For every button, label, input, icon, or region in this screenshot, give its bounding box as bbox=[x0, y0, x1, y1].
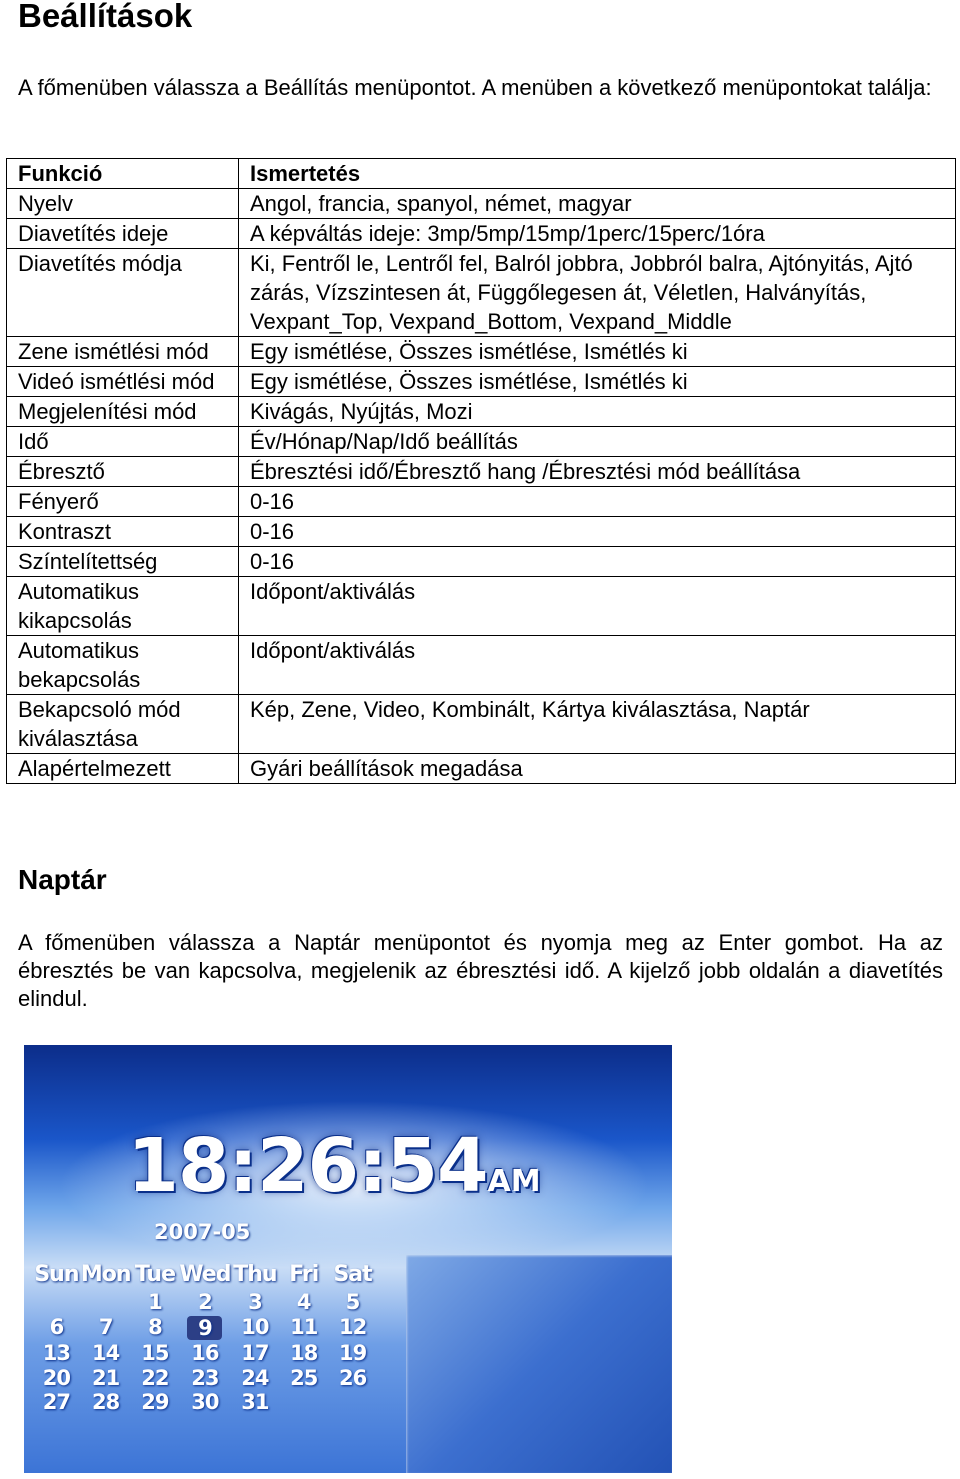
table-row bbox=[7, 636, 956, 695]
description-cell: Év/Hónap/Nap/Idő beállítás bbox=[239, 427, 956, 457]
table-row bbox=[7, 577, 956, 636]
description-cell: 0-16 bbox=[239, 547, 956, 577]
function-cell: Diavetítés ideje bbox=[7, 219, 239, 249]
calendar-day: 11 bbox=[290, 1314, 318, 1339]
description-cell: Egy ismétlése, Összes ismétlése, Ismétlés ki bbox=[239, 367, 956, 397]
calendar-screenshot bbox=[24, 1045, 672, 1473]
weekday-label: Sun bbox=[34, 1262, 79, 1287]
clock-time: 18:26:54 bbox=[127, 1123, 488, 1209]
calendar-day-today: 9 bbox=[187, 1316, 222, 1341]
table-row bbox=[7, 189, 956, 219]
calendar-day: 1 bbox=[148, 1290, 162, 1314]
function-cell: Nyelv bbox=[7, 189, 239, 219]
header-function: Funkció bbox=[7, 159, 239, 189]
function-cell: Ébresztő bbox=[7, 457, 239, 487]
calendar-day: 16 bbox=[191, 1341, 219, 1365]
table-row bbox=[7, 367, 956, 397]
function-cell: Automatikus kikapcsolás bbox=[7, 577, 239, 636]
function-cell: Alapértelmezett bbox=[7, 754, 239, 784]
function-cell: Diavetítés módja bbox=[7, 249, 239, 337]
calendar-day: 21 bbox=[92, 1365, 120, 1390]
calendar-day: 2 bbox=[198, 1290, 212, 1314]
calendar-day: 3 bbox=[248, 1290, 262, 1314]
weekday-label: Sat bbox=[333, 1262, 372, 1287]
table-row bbox=[7, 249, 956, 337]
calendar-day: 7 bbox=[98, 1314, 113, 1339]
description-cell: A képváltás ideje: 3mp/5mp/15mp/1perc/15perc/1óra bbox=[239, 219, 956, 249]
table-row bbox=[7, 427, 956, 457]
calendar-month-label: 2007-05 bbox=[154, 1220, 251, 1244]
calendar-day: 8 bbox=[148, 1314, 162, 1339]
function-cell: Zene ismétlési mód bbox=[7, 337, 239, 367]
calendar-day: 15 bbox=[141, 1341, 169, 1365]
calendar-day: 10 bbox=[241, 1314, 269, 1339]
function-cell: Bekapcsoló mód kiválasztása bbox=[7, 695, 239, 754]
clock-ampm: AM bbox=[487, 1164, 541, 1199]
calendar-day: 5 bbox=[345, 1290, 360, 1314]
weekday-label: Thu bbox=[233, 1262, 277, 1287]
calendar-day: 19 bbox=[338, 1341, 367, 1365]
table-row bbox=[7, 397, 956, 427]
table-row bbox=[7, 517, 956, 547]
settings-heading: Beállítások bbox=[18, 0, 193, 34]
function-cell: Kontraszt bbox=[7, 517, 239, 547]
calendar-day: 28 bbox=[92, 1390, 120, 1414]
table-header-row bbox=[7, 159, 956, 189]
weekday-label: Fri bbox=[289, 1262, 319, 1287]
description-cell: Ébresztési idő/Ébresztő hang /Ébresztési mód beállítása bbox=[239, 457, 956, 487]
calendar-day: 13 bbox=[42, 1341, 71, 1365]
table-row bbox=[7, 487, 956, 517]
function-cell: Megjelenítési mód bbox=[7, 397, 239, 427]
function-cell: Fényerő bbox=[7, 487, 239, 517]
description-cell: Gyári beállítások megadása bbox=[239, 754, 956, 784]
calendar-day: 12 bbox=[338, 1314, 367, 1339]
function-cell: Automatikus bekapcsolás bbox=[7, 636, 239, 695]
table-row bbox=[7, 754, 956, 784]
calendar-heading: Naptár bbox=[18, 864, 107, 895]
description-cell: Időpont/aktiválás bbox=[239, 636, 956, 695]
description-cell: Kép, Zene, Video, Kombinált, Kártya kiválasztása, Naptár bbox=[239, 695, 956, 754]
calendar-day: 24 bbox=[241, 1365, 269, 1390]
table-row bbox=[7, 695, 956, 754]
calendar-day: 31 bbox=[241, 1390, 269, 1414]
calendar-day: 14 bbox=[92, 1341, 120, 1365]
function-cell: Videó ismétlési mód bbox=[7, 367, 239, 397]
calendar-day: 4 bbox=[296, 1290, 311, 1314]
table-row bbox=[7, 547, 956, 577]
weekday-label: Wed bbox=[179, 1262, 231, 1287]
table-row bbox=[7, 457, 956, 487]
calendar-day: 22 bbox=[141, 1365, 169, 1390]
header-description: Ismertetés bbox=[239, 159, 956, 189]
settings-intro: A főmenüben válassza a Beállítás menüpontot. A menüben a következő menüpontokat találja: bbox=[18, 75, 932, 100]
calendar-day: 29 bbox=[141, 1390, 169, 1414]
description-cell: 0-16 bbox=[239, 487, 956, 517]
function-cell: Idő bbox=[7, 427, 239, 457]
calendar-paragraph: A főmenüben válassza a Naptár menüpontot és nyomja meg az Enter gombot. Ha az ébresztés be van kapcsolva, megjelenik az ébresztési idő. A kijelző jobb oldalán a diavetítés elindul. bbox=[18, 930, 943, 1011]
calendar-day: 27 bbox=[42, 1390, 71, 1414]
clock-display bbox=[24, 1123, 644, 1209]
description-cell: Kivágás, Nyújtás, Mozi bbox=[239, 397, 956, 427]
calendar-day: 23 bbox=[191, 1365, 219, 1390]
description-cell: Időpont/aktiválás bbox=[239, 577, 956, 636]
calendar-day: 20 bbox=[42, 1365, 71, 1390]
calendar-day: 30 bbox=[191, 1390, 219, 1414]
table-row bbox=[7, 337, 956, 367]
slideshow-area bbox=[406, 1255, 672, 1473]
weekday-label: Tue bbox=[134, 1262, 175, 1287]
calendar-day: 26 bbox=[338, 1365, 367, 1390]
table-row bbox=[7, 219, 956, 249]
calendar-day: 25 bbox=[290, 1365, 318, 1390]
description-cell: 0-16 bbox=[239, 517, 956, 547]
description-cell: Ki, Fentről le, Lentről fel, Balról jobbra, Jobbról balra, Ajtónyitás, Ajtó zárás, Vízszintesen át, Függőlegesen át, Véletlen, Halványítás, Vexpant_Top, Vexpand_Bottom, Vexpand_Middle bbox=[239, 249, 956, 337]
calendar-day: 18 bbox=[290, 1341, 318, 1365]
description-cell: Angol, francia, spanyol, német, magyar bbox=[239, 189, 956, 219]
description-cell: Egy ismétlése, Összes ismétlése, Ismétlés ki bbox=[239, 337, 956, 367]
settings-table bbox=[6, 158, 956, 784]
calendar-day: 6 bbox=[49, 1314, 64, 1339]
calendar-day: 17 bbox=[241, 1341, 269, 1365]
function-cell: Színtelítettség bbox=[7, 547, 239, 577]
calendar-grid bbox=[32, 1260, 377, 1415]
weekday-label: Mon bbox=[80, 1262, 131, 1287]
